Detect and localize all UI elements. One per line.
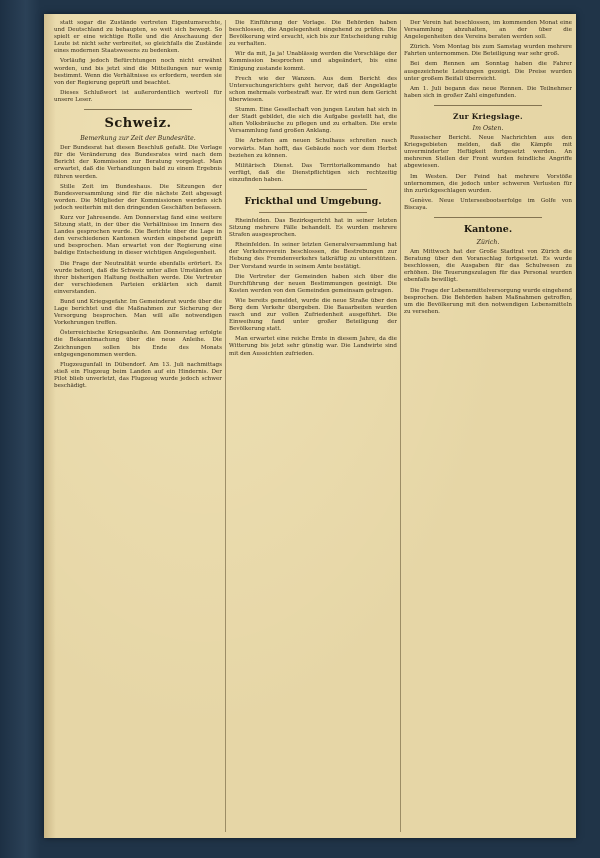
paragraph: Die Frage der Lebensmittelversorgung wurde eingehend besprochen. Die Behörden haben Maßnahmen getroffen, um die Bevölkerung mit den notwendigen Lebensmitteln zu versehen.: [404, 287, 572, 315]
section-divider: [434, 217, 542, 218]
paragraph: Genève. Neue Unterseebootserfolge im Golfe von Biscaya.: [404, 197, 572, 211]
paragraph: Frech wie der Wanzen. Aus dem Bericht des Untersuchungsrichters geht hervor, daß der Angeklagte schon mehrmals vorbestraft war. Er wird nun dem Gericht überwiesen.: [229, 75, 397, 103]
section-divider: [259, 212, 367, 213]
column-rule: [225, 20, 226, 832]
paragraph: Zürich. Vom Montag bis zum Samstag wurden mehrere Fahrten unternommen. Die Beteiligung war sehr groß.: [404, 44, 572, 58]
paragraph: Die Vertreter der Gemeinden haben sich über die Durchführung der neuen Bestimmungen geeinigt. Die Kosten werden von den Gemeinden gemeinsam getragen.: [229, 273, 397, 294]
paragraph: Wie bereits gemeldet, wurde die neue Straße über den Berg dem Verkehr übergeben. Die Bauarbeiten wurden rasch und zur vollen Zufriedenheit ausgeführt. Die Einweihung fand unter großer Beteiligung der Bevölkerung statt.: [229, 297, 397, 333]
paragraph: Kurz vor Jahresende. Am Donnerstag fand eine weitere Sitzung statt, in der über die Verhältnisse im Innern des Landes gesprochen wurde. Die Berichte über die Lage in den verschiedenen Kantonen wurden eingehend geprüft und besprochen. Man erwartet von der Regierung eine baldige Entscheidung in dieser wichtigen Angelegenheit.: [54, 214, 222, 257]
paragraph: Österreichische Kriegsanleihe. Am Donnerstag erfolgte die Bekanntmachung über die neue Anleihe. Die Zeichnungen sollen bis Ende des Monats entgegengenommen werden.: [54, 330, 222, 358]
section-subheading: Im Osten.: [472, 124, 504, 132]
section-heading-frickthal: Frickthal und Umgebung.: [244, 195, 382, 207]
column-rule: [400, 20, 401, 832]
paragraph: Bund und Kriegsgefahr. Im Gemeinderat wurde über die Lage berichtet und die Maßnahmen zur Sicherung der Versorgung besprochen. Man will alle notwendigen Vorkehrungen treffen.: [54, 299, 222, 327]
paragraph: Militärisch Dienst. Das Territorialkommando hat verfügt, daß die Dienstpflichtigen sich rechtzeitig einzufinden haben.: [229, 162, 397, 183]
section-divider: [434, 105, 542, 106]
column-right: [404, 20, 572, 832]
section-divider: [84, 109, 192, 110]
section-heading-kantone: Kantone.: [463, 223, 513, 235]
paragraph: Rheinfelden. In seiner letzten Generalversammlung hat der Verkehrsverein beschlossen, die Bestrebungen zur Hebung des Fremdenverkehrs tatkräftig zu unterstützen. Der Vorstand wurde in seinem Amte bestätigt.: [229, 242, 397, 270]
paragraph: Russischer Bericht. Neue Nachrichten aus den Kriegsgebieten melden, daß die Kämpfe mit unverminderter Heftigkeit fortgesetzt werden. An mehreren Stellen der Front wurden feindliche Angriffe abgewiesen.: [404, 135, 572, 170]
paragraph: Man erwartet eine reiche Ernte in diesem Jahre, da die Witterung bis jetzt sehr günstig war. Die Landwirte sind mit den Aussichten zufrieden.: [229, 336, 397, 357]
paragraph: Wir da mit, Ja ja! Unablässig werden die Vorschläge der Kommission besprochen und abgeändert, bis eine Einigung zustande kommt.: [229, 51, 397, 72]
section-subheading: Zürich.: [476, 238, 500, 246]
paragraph: Die Frage der Neutralität wurde ebenfalls erörtert. Es wurde betont, daß die Schweiz unter allen Umständen an ihrer bisherigen Haltung festhalten werde. Die Vertreter der verschiedenen Parteien erklärten sich damit einverstanden.: [54, 260, 222, 295]
section-heading-schweiz: Schweiz.: [104, 116, 172, 132]
section-divider: [259, 189, 367, 190]
paragraph: Stille Zeit im Bundeshaus. Die Sitzungen der Bundesversammlung sind für die nächste Zeit abgesagt worden. Die Mitglieder der Kommissionen werden sich jedoch weiterhin mit den dringenden Geschäften befassen.: [54, 183, 222, 211]
section-heading-kriegslage: Zur Kriegslage.: [453, 111, 523, 121]
section-subheading: Bemerkung zur Zeit der Bundesräte.: [80, 135, 196, 143]
newspaper-page: [44, 14, 576, 838]
paragraph: Bei dem Rennen am Sonntag haben die Fahrer ausgezeichnete Leistungen gezeigt. Die Preise wurden unter großem Beifall überreicht.: [404, 61, 572, 82]
paragraph: Vorläufig jedoch Befürchtungen noch nicht erwähnt worden, und bis jetzt sind die Mitteilungen nur wenig bestimmt. Wenn die Verhältnisse es erfordern, werden sie von der Regierung geprüft und beachtet.: [54, 58, 222, 86]
paragraph: Die Arbeiten am neuen Schulhaus schreiten rasch vorwärts. Man hofft, das Gebäude noch vor dem Herbst beziehen zu können.: [229, 138, 397, 159]
paragraph: Rheinfelden. Das Bezirksgericht hat in seiner letzten Sitzung mehrere Fälle behandelt. Es wurden mehrere Strafen ausgesprochen.: [229, 217, 397, 239]
paragraph: Stumm. Eine Gesellschaft von jungen Leuten hat sich in der Stadt gebildet, die sich die Aufgabe gestellt hat, die alten Volksbräuche zu pflegen und zu erhalten. Die erste Versammlung fand großen Anklang.: [229, 107, 397, 135]
paragraph: Am Mittwoch hat der Große Stadtrat von Zürich die Beratung über den Voranschlag fortgesetzt. Es wurde beschlossen, die Ausgaben für das Schulwesen zu erhöhen. Die Teuerungszulagen für das Personal wurden ebenfalls bewilligt.: [404, 249, 572, 284]
paragraph: Der Bundesrat hat diesen Beschluß gefaßt. Die Vorlage für die Veränderung des Bundesrates wird nach dem Bericht der Kommission zur Beratung vorgelegt. Man erwartet, daß die Verhandlungen bald zu einem Ergebnis führen werden.: [54, 145, 222, 180]
column-middle: [229, 20, 397, 832]
paragraph: Im Westen. Der Feind hat mehrere Vorstöße unternommen, die jedoch unter schweren Verlusten für ihn zurückgeschlagen wurden.: [404, 173, 572, 194]
paragraph: Der Verein hat beschlossen, im kommenden Monat eine Versammlung abzuhalten, an der über die Angelegenheiten des Vereins beraten werden soll.: [404, 20, 572, 41]
paragraph: Flugzeugunfall in Dübendorf. Am 13. Juli nachmittags stieß ein Flugzeug beim Landen auf ein Hindernis. Der Pilot blieb unverletzt, das Flugzeug wurde jedoch schwer beschädigt.: [54, 361, 222, 390]
paragraph: Dieses Schlußwort ist außerordentlich wertvoll für unsere Leser.: [54, 89, 222, 103]
paragraph: statt sogar die Zustände vertreten Eigentumsrechte, und Deutschland zu behaupten, so weit sich bewegt. So spielt er eine wichtige Rolle und die Anschauung der Leute ist nicht sehr verbreitet, so gleichfalls die Zustände eines modernen Staatswesens zu bedenken.: [54, 20, 222, 55]
column-left: [54, 20, 222, 832]
paragraph: Am 1. Juli begann das neue Rennen. Die Teilnehmer haben sich in großer Zahl eingefunden.: [404, 85, 572, 99]
paragraph: Die Einführung der Vorlage. Die Behörden haben beschlossen, die Angelegenheit eingehend zu prüfen. Die Bevölkerung wird ersucht, sich bis zur Entscheidung ruhig zu verhalten.: [229, 20, 397, 48]
